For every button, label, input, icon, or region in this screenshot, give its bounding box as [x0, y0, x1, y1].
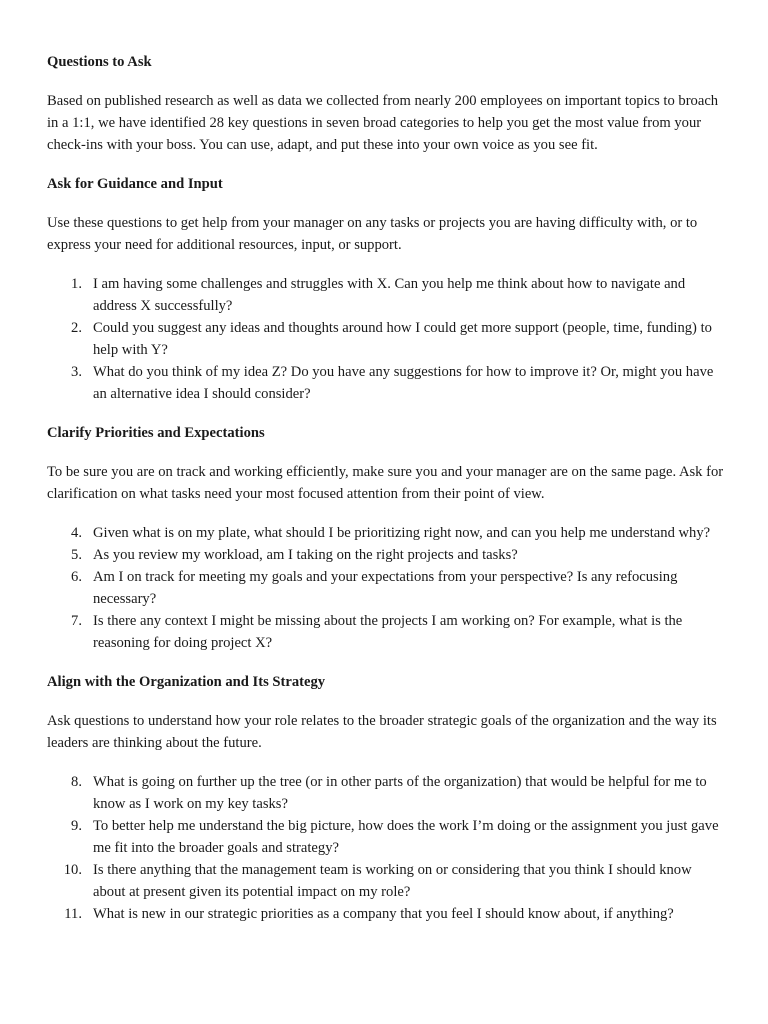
section-heading: Clarify Priorities and Expectations [47, 425, 265, 441]
list-item [47, 544, 727, 566]
list-number: 11. [64, 906, 82, 922]
list-number: 9. [71, 818, 82, 834]
list-item [47, 859, 727, 903]
section-priorities [47, 422, 727, 654]
question-list [47, 522, 727, 654]
intro-paragraph: Based on published research as well as data we collected from nearly 200 employees on important topics to broach in a 1:1, we have identified 28 key questions in seven broad categories to help you get the most value from your check-ins with your boss. You can use, adapt, and put these into your own voice as you see fit. [47, 93, 719, 153]
question-text: What is going on further up the tree (or in other parts of the organization) that would be helpful for me to know as I work on my key tasks? [93, 774, 707, 812]
section-description: Use these questions to get help from your manager on any tasks or projects you are having difficulty with, or to express your need for additional resources, input, or support. [47, 215, 698, 253]
question-list [47, 273, 727, 405]
section-strategy [47, 671, 727, 925]
list-number: 8. [71, 774, 82, 790]
list-number: 7. [71, 613, 82, 629]
question-text: Given what is on my plate, what should I be prioritizing right now, and can you help me understand why? [93, 525, 711, 541]
list-number: 3. [71, 364, 82, 380]
list-item [47, 815, 727, 859]
list-item [47, 317, 727, 361]
list-item [47, 566, 727, 610]
section-heading: Ask for Guidance and Input [47, 176, 223, 192]
question-text: I am having some challenges and struggles with X. Can you help me think about how to navigate and address X successfully? [93, 276, 686, 314]
question-text: What is new in our strategic priorities as a company that you feel I should know about, if anything? [93, 906, 674, 922]
list-item [47, 273, 727, 317]
question-list [47, 771, 727, 925]
question-text: Am I on track for meeting my goals and your expectations from your perspective? Is any refocusing necessary? [93, 569, 678, 607]
list-number: 2. [71, 320, 82, 336]
section-description: To be sure you are on track and working efficiently, make sure you and your manager are on the same page. Ask for clarification on what tasks need your most focused attention from their point of view. [47, 464, 724, 502]
document-page [47, 51, 727, 942]
section-description: Ask questions to understand how your role relates to the broader strategic goals of the organization and the way its leaders are thinking about the future. [47, 713, 717, 751]
question-text: What do you think of my idea Z? Do you have any suggestions for how to improve it? Or, might you have an alternative idea I should consider? [93, 364, 714, 402]
list-number: 5. [71, 547, 82, 563]
question-text: Is there anything that the management team is working on or considering that you think I should know about at present given its potential impact on my role? [93, 862, 692, 900]
list-number: 6. [71, 569, 82, 585]
list-item [47, 610, 727, 654]
question-text: Could you suggest any ideas and thoughts around how I could get more support (people, time, funding) to help with Y? [93, 320, 712, 358]
question-text: Is there any context I might be missing about the projects I am working on? For example, what is the reasoning for doing project X? [93, 613, 683, 651]
list-item [47, 771, 727, 815]
list-number: 10. [63, 862, 82, 878]
question-text: To better help me understand the big picture, how does the work I’m doing or the assignment you just gave me fit into the broader goals and strategy? [93, 818, 719, 856]
question-text: As you review my workload, am I taking on the right projects and tasks? [93, 547, 518, 563]
list-number: 1. [71, 276, 82, 292]
list-item [47, 522, 727, 544]
section-guidance [47, 173, 727, 405]
list-item [47, 361, 727, 405]
list-number: 4. [71, 525, 82, 541]
section-heading: Align with the Organization and Its Strategy [47, 674, 326, 690]
list-item [47, 903, 727, 925]
document-title: Questions to Ask [47, 54, 152, 70]
